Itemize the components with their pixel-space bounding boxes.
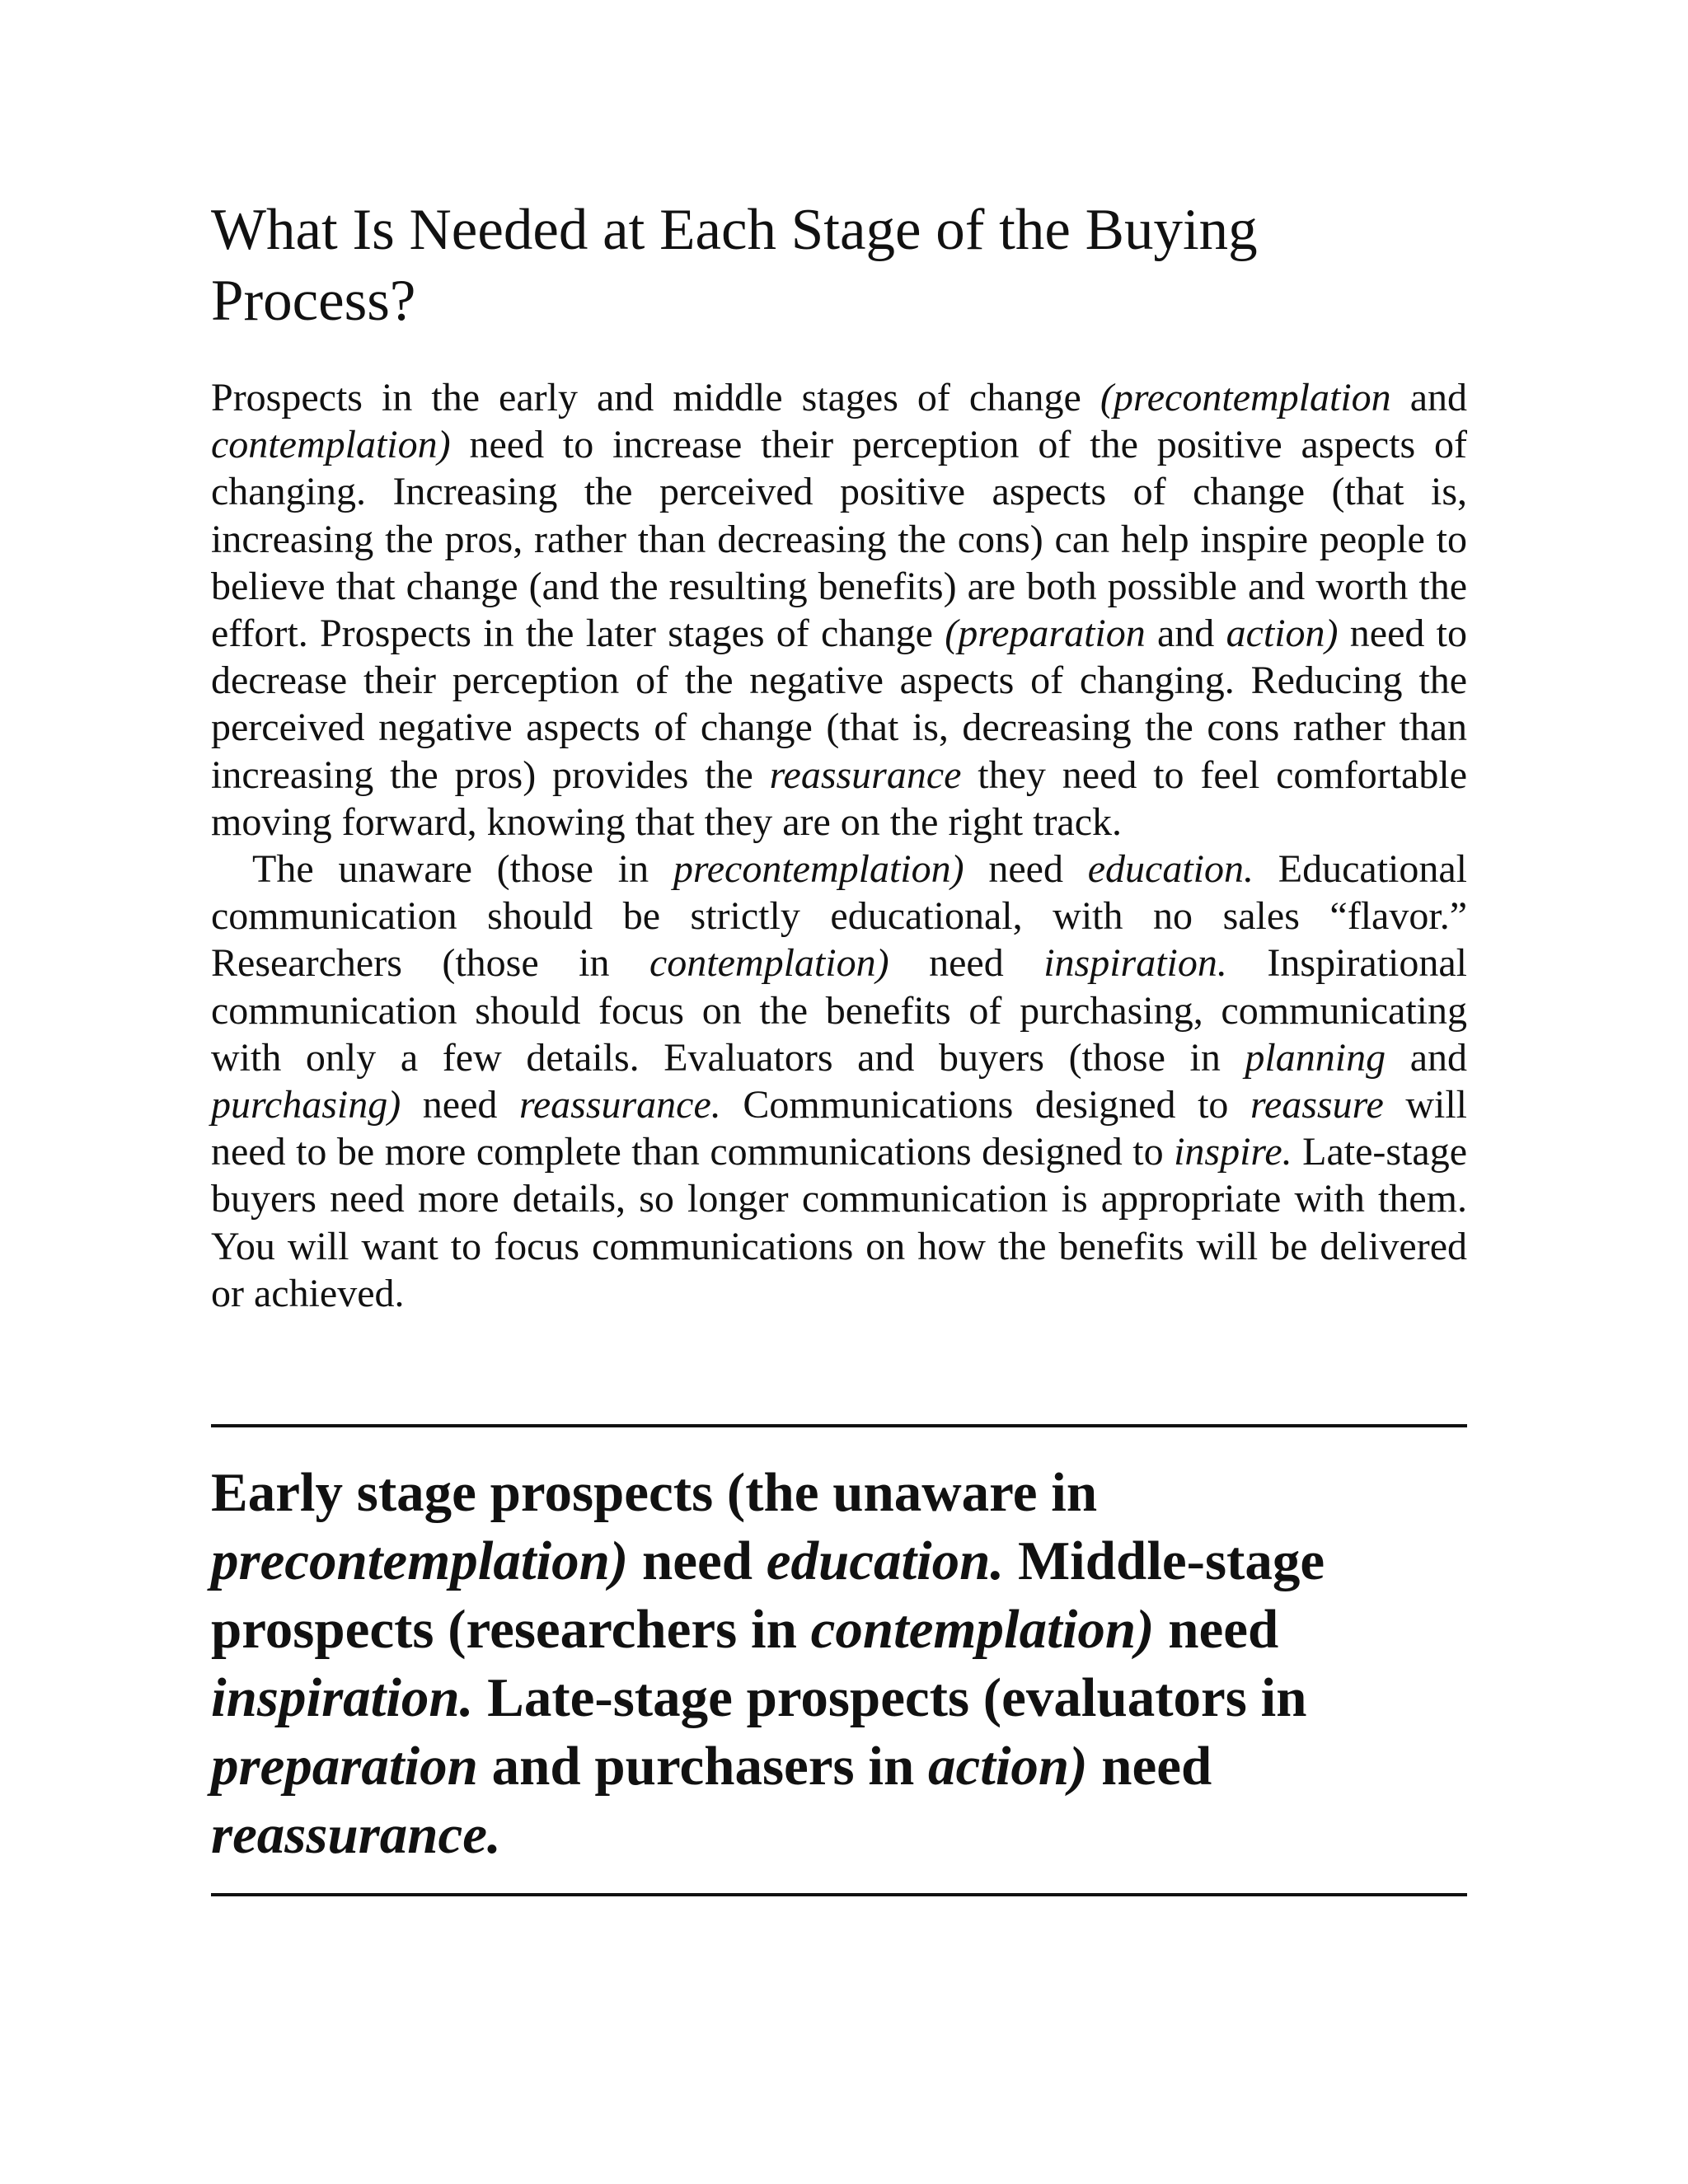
italic-text-run: preparation (211, 1736, 478, 1797)
body-text (211, 374, 1467, 1317)
italic-text-run: planning (1245, 1035, 1386, 1080)
italic-text-run: inspiration. (211, 1667, 474, 1728)
text-run: need (1154, 1599, 1279, 1660)
text-run: and (1145, 612, 1226, 656)
italic-text-run: action) (1226, 612, 1339, 656)
italic-text-run: contemplation) (649, 941, 889, 986)
text-run: Inspirational communication should focus on the benefits of purchasing, communicating with only a few details. Evaluators and buyers (those in (211, 941, 1467, 1080)
text-run: need to decrease their perception of the negative aspects of changing. Reducing the perceived negative aspects of change (that is, decreasing the cons rather than increasing the pros) provides the (211, 612, 1468, 797)
italic-text-run: education. (1087, 847, 1254, 892)
text-run: they need to feel comfortable moving forward, knowing that they are on the right track. (211, 752, 1467, 844)
paragraph (211, 374, 1467, 846)
paragraph (211, 846, 1467, 1317)
text-run: Early stage prospects (the unaware in (211, 1462, 1098, 1523)
italic-text-run: precontemplation) (673, 847, 964, 892)
text-run: need (889, 941, 1044, 986)
text-run: need (964, 847, 1088, 892)
text-run: will need to be more complete than communications designed to (211, 1083, 1467, 1174)
italic-text-run: precontemplation) (211, 1530, 629, 1591)
italic-text-run: contemplation) (810, 1599, 1155, 1660)
divider-rule (211, 1893, 1467, 1896)
text-run: need to increase their perception of the positive aspects of changing. Increasing the perceived positive aspects of change (that is, increasing the pros, rather than decreasing the cons) can help inspire people to believe that change (and the resulting benefits) are both possible and worth the effort. Prospects in the later stages of change (211, 423, 1467, 656)
italic-text-run: (preparation (945, 612, 1146, 656)
text-run: need (628, 1530, 767, 1591)
italic-text-run: reassurance (769, 752, 962, 797)
italic-text-run: reassure (1250, 1083, 1384, 1127)
pull-quote (211, 1459, 1467, 1869)
italic-text-run: inspire. (1174, 1130, 1292, 1174)
text-run: Prospects in the early and middle stages of change (211, 376, 1100, 419)
text-run: Educational communication should be strictly educational, with no sales “flavor.” Researchers (those in (211, 847, 1468, 986)
page-title: What Is Needed at Each Stage of the Buying Process? (211, 198, 1258, 333)
text-run: Communications designed to (720, 1083, 1250, 1127)
italic-text-run: purchasing) (211, 1083, 401, 1127)
text-run: and (1386, 1035, 1467, 1080)
italic-text-run: reassurance. (518, 1083, 721, 1127)
text-run: need (401, 1083, 519, 1127)
italic-text-run: action) (927, 1736, 1088, 1797)
italic-text-run: reassurance. (211, 1804, 501, 1865)
italic-text-run: contemplation) (211, 423, 451, 467)
text-run: The unaware (those in (252, 847, 673, 892)
text-run: and (1390, 376, 1467, 419)
text-run: need (1087, 1736, 1212, 1797)
text-run: Late-stage prospects (evaluators in (473, 1667, 1307, 1728)
text-run: and purchasers in (477, 1736, 928, 1797)
italic-text-run: inspiration. (1043, 941, 1227, 986)
text-run: Late-stage buyers need more details, so longer communication is appropriate with them. You will want to focus communications on how the benefits will be delivered or achieved. (211, 1130, 1468, 1315)
italic-text-run: (precontemplation (1100, 376, 1391, 419)
divider-rule (211, 1424, 1467, 1427)
italic-text-run: education. (766, 1530, 1005, 1591)
text-run: Middle-stage prospects (researchers in (211, 1530, 1325, 1660)
